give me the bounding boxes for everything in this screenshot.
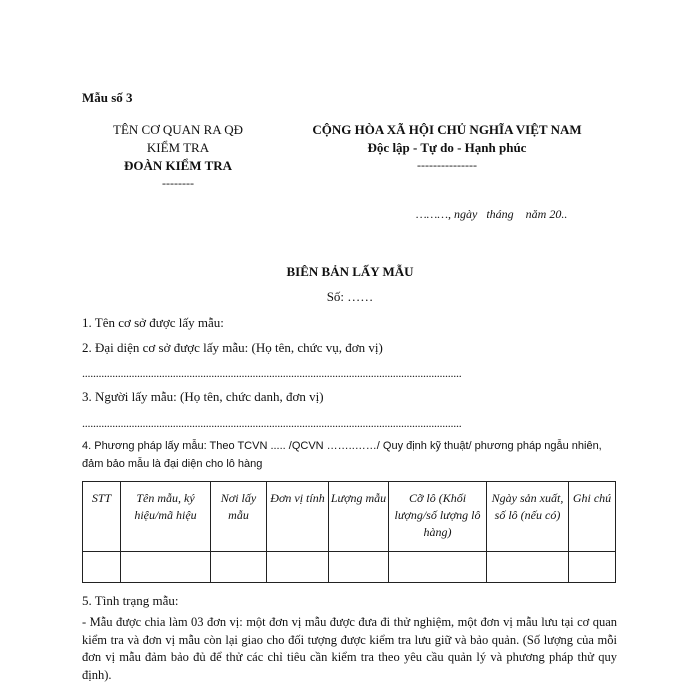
agency-subname: KIỂM TRA bbox=[146, 140, 210, 155]
header-unit: Đơn vị tính bbox=[267, 482, 329, 552]
item-2-facility-representative: 2. Đại diện cơ sở được lấy mẫu: (Họ tên, chức vụ, đơn vị) bbox=[82, 340, 383, 355]
table-header-row bbox=[83, 482, 616, 552]
form-number: Mẫu số 3 bbox=[82, 90, 133, 105]
national-rule: --------------- bbox=[417, 158, 477, 172]
national-header bbox=[280, 121, 614, 173]
item-4-sampling-method-cont: đảm bảo mẫu là đại diện cho lô hàng bbox=[82, 458, 263, 470]
document-title: BIÊN BẢN LẤY MẪU bbox=[286, 264, 414, 279]
national-motto: Độc lập - Tự do - Hạnh phúc bbox=[367, 140, 527, 155]
header-notes: Ghi chú bbox=[569, 482, 616, 552]
inspection-team: ĐOÀN KIỂM TRA bbox=[123, 158, 233, 173]
header-sample-quantity: Lượng mẫu bbox=[329, 482, 389, 552]
header-sample-name: Tên mẫu, ký hiệu/mã hiệu bbox=[121, 482, 211, 552]
table-cell[interactable] bbox=[329, 552, 389, 583]
sample-table bbox=[82, 481, 616, 583]
item-5-paragraph: - Mẫu được chia làm 03 đơn vị: một đơn vị mẫu được đưa đi thử nghiệm, một đơn vị mẫu lưu tại cơ quan kiểm tra và đơn vị mẫu còn lại giao cho đối tượng được kiểm tra lưu giữ và bảo quản. (Số lượng của mỗi đơn vị mẫu đảm bảo đủ để thử các chỉ tiêu cần kiểm tra theo yêu cầu quản lý và phương pháp thử quy định). bbox=[82, 615, 617, 682]
item-5-sample-condition: 5. Tình trạng mẫu: bbox=[82, 593, 179, 608]
item-3-sampler: 3. Người lấy mẫu: (Họ tên, chức danh, đơn vị) bbox=[82, 389, 324, 404]
dateline: ………, ngày tháng năm 20.. bbox=[416, 207, 568, 221]
table-cell[interactable] bbox=[569, 552, 616, 583]
agency-block bbox=[90, 121, 266, 191]
document-number: Số: …… bbox=[326, 289, 374, 304]
table-cell[interactable] bbox=[487, 552, 569, 583]
table-cell[interactable] bbox=[121, 552, 211, 583]
country-name: CỘNG HÒA XÃ HỘI CHỦ NGHĨA VIỆT NAM bbox=[312, 122, 582, 137]
header-stt: STT bbox=[83, 482, 121, 552]
table-cell[interactable] bbox=[211, 552, 267, 583]
table-cell[interactable] bbox=[267, 552, 329, 583]
header-lot-size: Cỡ lô (Khối lượng/số lượng lô hàng) bbox=[389, 482, 487, 552]
table-cell[interactable] bbox=[83, 552, 121, 583]
header-sampling-place: Nơi lấy mẫu bbox=[211, 482, 267, 552]
table-row bbox=[83, 552, 616, 583]
fill-line-1: .......................................................................................................................................... bbox=[82, 366, 462, 380]
item-4-sampling-method: 4. Phương pháp lấy mẫu: Theo TCVN ..... /QCVN ……..……/ Quy định kỹ thuật/ phương pháp ngẫu nhiên, bbox=[82, 440, 602, 452]
fill-line-2: .......................................................................................................................................... bbox=[82, 416, 462, 430]
item-1-facility-name: 1. Tên cơ sở được lấy mẫu: bbox=[82, 315, 224, 330]
agency-name: TÊN CƠ QUAN RA QĐ bbox=[113, 122, 243, 137]
header-production-date: Ngày sản xuất, số lô (nếu có) bbox=[487, 482, 569, 552]
table-cell[interactable] bbox=[389, 552, 487, 583]
agency-rule: -------- bbox=[162, 176, 194, 190]
